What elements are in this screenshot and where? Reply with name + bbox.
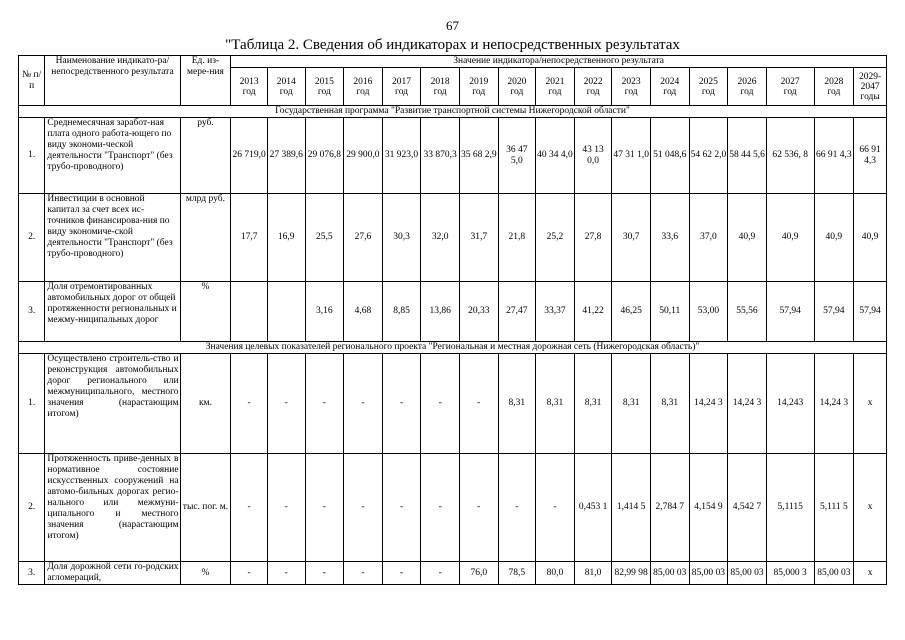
value-cell: - — [231, 454, 268, 562]
indicator-name: Среднемесячная заработ-ная плата одного работа-ющего по виду экономи-ческой деятельности "Транспорт" (без трубо-проводного) — [45, 118, 180, 194]
year-unit: годы — [860, 91, 880, 102]
value-cell: 14,24 3 — [814, 354, 854, 454]
value-cell: 76,0 — [459, 562, 498, 585]
value-cell: х — [854, 562, 887, 585]
value-cell: 57,94 — [814, 282, 854, 342]
indicator-unit: % — [180, 282, 231, 342]
year-label: 2018 — [430, 76, 450, 87]
value-cell: - — [421, 454, 460, 562]
value-cell: 40,9 — [814, 194, 854, 282]
year-unit: год — [356, 86, 370, 97]
year-unit: год — [395, 86, 409, 97]
year-label: 2016 — [353, 76, 373, 87]
value-cell: 8,31 — [612, 354, 651, 454]
value-cell: 14,24 3 — [728, 354, 767, 454]
year-label: 2023 — [621, 76, 641, 87]
table-row — [19, 454, 887, 562]
value-cell: - — [305, 354, 344, 454]
year-header — [267, 68, 305, 106]
value-cell: 85,00 03 — [650, 562, 689, 585]
value-cell: 5,1115 — [766, 454, 814, 562]
value-cell: 80,0 — [536, 562, 575, 585]
year-label: 2025 — [698, 76, 718, 87]
value-cell: - — [382, 454, 421, 562]
value-cell: 8,31 — [574, 354, 612, 454]
year-label: 2014 — [276, 76, 296, 87]
value-cell: 14,243 — [766, 354, 814, 454]
value-cell: 85,000 3 — [766, 562, 814, 585]
value-cell: 85,00 03 — [728, 562, 767, 585]
value-cell: 14,24 3 — [689, 354, 728, 454]
value-cell: 16,9 — [267, 194, 305, 282]
indicator-name: Протяженность приве-денных в нормативное состояние искусственных сооружений на автомо-бильных дорогах регио-нального или межмуни-ципального и местного значения (нарастающим итогом) — [45, 454, 180, 562]
value-cell: 1,414 5 — [612, 454, 651, 562]
value-cell: - — [536, 454, 575, 562]
value-cell: 35 68 2,9 — [459, 118, 498, 194]
header-values: Значение индикатора/непосредственного результата — [231, 56, 887, 68]
row-number: 3. — [19, 562, 45, 585]
indicator-unit: тыс. пог. м. — [180, 454, 231, 562]
value-cell: 29 076,8 — [305, 118, 344, 194]
value-cell: 5,111 5 — [814, 454, 854, 562]
row-number: 1. — [19, 118, 45, 194]
value-cell: 62 536, 8 — [766, 118, 814, 194]
value-cell: 40,9 — [728, 194, 767, 282]
year-label: 2027 — [780, 76, 800, 87]
year-header — [574, 68, 612, 106]
header-number: № п/п — [19, 56, 45, 106]
indicator-name: Доля отремонтированных автомобильных дорог от общей протяженности региональных и межму-ниципальных дорог — [45, 282, 180, 342]
value-cell: 81,0 — [574, 562, 612, 585]
year-header — [650, 68, 689, 106]
value-cell: 33,37 — [536, 282, 575, 342]
value-cell: 4,68 — [344, 282, 383, 342]
value-cell: 32,0 — [421, 194, 460, 282]
value-cell — [267, 282, 305, 342]
value-cell: - — [344, 354, 383, 454]
year-header — [689, 68, 728, 106]
table-title: "Таблица 2. Сведения об индикаторах и непосредственных результатах — [225, 37, 680, 53]
value-cell: - — [267, 354, 305, 454]
year-label: 2013 — [239, 76, 259, 87]
year-header — [231, 68, 268, 106]
value-cell: 31,7 — [459, 194, 498, 282]
value-cell: 20,33 — [459, 282, 498, 342]
year-unit: год — [279, 86, 293, 97]
value-cell: 27,47 — [498, 282, 536, 342]
value-cell: 25,5 — [305, 194, 344, 282]
value-cell: 57,94 — [766, 282, 814, 342]
value-cell: 36 47 5,0 — [498, 118, 536, 194]
row-number: 2. — [19, 454, 45, 562]
year-header — [536, 68, 575, 106]
value-cell: 8,85 — [382, 282, 421, 342]
value-cell: - — [382, 354, 421, 454]
value-cell: 25,2 — [536, 194, 575, 282]
year-label: 2019 — [469, 76, 489, 87]
year-label: 2020 — [507, 76, 527, 87]
indicator-unit: руб. — [180, 118, 231, 194]
value-cell: - — [421, 354, 460, 454]
year-label: 2022 — [583, 76, 603, 87]
value-cell: 17,7 — [231, 194, 268, 282]
value-cell: 30,7 — [612, 194, 651, 282]
value-cell: 50,11 — [650, 282, 689, 342]
value-cell: 26 719,0 — [231, 118, 268, 194]
value-cell: 8,31 — [536, 354, 575, 454]
value-cell: 40,9 — [854, 194, 887, 282]
row-number: 3. — [19, 282, 45, 342]
value-cell: 85,00 03 — [689, 562, 728, 585]
year-header — [421, 68, 460, 106]
value-cell: 2,784 7 — [650, 454, 689, 562]
table-row — [19, 194, 887, 282]
header-name: Наименование индикато-ра/непосредственного результата — [45, 56, 180, 106]
value-cell: - — [231, 562, 268, 585]
row-number: 1. — [19, 354, 45, 454]
header-unit: Ед. из-мере-ния — [180, 56, 231, 106]
value-cell: 33,6 — [650, 194, 689, 282]
year-unit: год — [827, 86, 841, 97]
value-cell: - — [305, 562, 344, 585]
value-cell: 27,8 — [574, 194, 612, 282]
section-title: Государственная программа "Развитие транспортной системы Нижегородской области" — [19, 106, 887, 118]
value-cell: 82,99 98 — [612, 562, 651, 585]
year-header — [766, 68, 814, 106]
indicator-unit: млрд руб. — [180, 194, 231, 282]
value-cell: 40 34 4,0 — [536, 118, 575, 194]
value-cell: - — [382, 562, 421, 585]
year-unit: год — [548, 86, 562, 97]
section-title: Значения целевых показателей регионального проекта "Региональная и местная дорожная сеть (Нижегородская область)" — [19, 342, 887, 354]
value-cell: - — [305, 454, 344, 562]
value-cell: 27,6 — [344, 194, 383, 282]
section-row — [19, 106, 887, 118]
table-row — [19, 562, 887, 585]
value-cell: 3,16 — [305, 282, 344, 342]
value-cell: 46,25 — [612, 282, 651, 342]
indicator-unit: км. — [180, 354, 231, 454]
indicator-name: Доля дорожной сети го-родских агломераций, — [45, 562, 180, 585]
value-cell: 8,31 — [650, 354, 689, 454]
year-label: 2021 — [545, 76, 565, 87]
value-cell: - — [459, 354, 498, 454]
section-row — [19, 342, 887, 354]
value-cell: 8,31 — [498, 354, 536, 454]
value-cell: 66 91 4,3 — [814, 118, 854, 194]
value-cell: 54 62 2,0 — [689, 118, 728, 194]
year-header — [305, 68, 344, 106]
year-header — [728, 68, 767, 106]
year-label: 2028 — [824, 76, 844, 87]
year-header — [612, 68, 651, 106]
year-label: 2026 — [737, 76, 757, 87]
value-cell: 30,3 — [382, 194, 421, 282]
value-cell: 40,9 — [766, 194, 814, 282]
value-cell — [231, 282, 268, 342]
year-unit: год — [740, 86, 754, 97]
value-cell: 41,22 — [574, 282, 612, 342]
value-cell: 0,453 1 — [574, 454, 612, 562]
year-label: 2015 — [314, 76, 334, 87]
value-cell: 55,56 — [728, 282, 767, 342]
value-cell: - — [421, 562, 460, 585]
year-header — [459, 68, 498, 106]
year-unit: год — [624, 86, 638, 97]
value-cell: 13,86 — [421, 282, 460, 342]
value-cell: 31 923,0 — [382, 118, 421, 194]
row-number: 2. — [19, 194, 45, 282]
year-header — [814, 68, 854, 106]
year-unit: год — [510, 86, 524, 97]
table-row — [19, 282, 887, 342]
value-cell: 51 048,6 — [650, 118, 689, 194]
value-cell: 43 13 0,0 — [574, 118, 612, 194]
value-cell: 33 870,3 — [421, 118, 460, 194]
value-cell: 27 389,6 — [267, 118, 305, 194]
value-cell: 4,542 7 — [728, 454, 767, 562]
year-unit: год — [433, 86, 447, 97]
value-cell: - — [267, 454, 305, 562]
year-header — [854, 68, 887, 106]
value-cell: 57,94 — [854, 282, 887, 342]
year-label: 2029-2047 — [859, 71, 882, 92]
value-cell: х — [854, 454, 887, 562]
value-cell: 66 91 4,3 — [854, 118, 887, 194]
value-cell: - — [459, 454, 498, 562]
indicator-name: Инвестиции в основной капитал за счет всех ис-точников финансирова-ния по виду экономиче-ской деятельности "Транспорт" (без трубо-проводного) — [45, 194, 180, 282]
value-cell: 85,00 03 — [814, 562, 854, 585]
page-number: 67 — [446, 18, 459, 33]
value-cell: 21,8 — [498, 194, 536, 282]
value-cell: 58 44 5,6 — [728, 118, 767, 194]
indicator-name: Осуществлено строитель-ство и реконструкция автомобильных дорог регионального или межмуниципального, местного значения (нарастающим итогом) — [45, 354, 180, 454]
value-cell: - — [231, 354, 268, 454]
table-row — [19, 118, 887, 194]
value-cell: 29 900,0 — [344, 118, 383, 194]
indicators-table — [18, 55, 887, 585]
year-unit: год — [472, 86, 486, 97]
year-unit: год — [586, 86, 600, 97]
year-unit: год — [242, 86, 256, 97]
value-cell: 47 31 1,0 — [612, 118, 651, 194]
year-unit: год — [783, 86, 797, 97]
table-row — [19, 354, 887, 454]
value-cell: х — [854, 354, 887, 454]
indicator-unit: % — [180, 562, 231, 585]
year-unit: год — [317, 86, 331, 97]
year-label: 2017 — [392, 76, 412, 87]
value-cell: 53,00 — [689, 282, 728, 342]
value-cell: - — [344, 562, 383, 585]
value-cell: - — [344, 454, 383, 562]
year-header — [382, 68, 421, 106]
value-cell: 78,5 — [498, 562, 536, 585]
year-unit: год — [701, 86, 715, 97]
year-header — [344, 68, 383, 106]
year-unit: год — [663, 86, 677, 97]
year-label: 2024 — [660, 76, 680, 87]
value-cell: - — [498, 454, 536, 562]
year-header — [498, 68, 536, 106]
value-cell: - — [267, 562, 305, 585]
value-cell: 37,0 — [689, 194, 728, 282]
value-cell: 4,154 9 — [689, 454, 728, 562]
